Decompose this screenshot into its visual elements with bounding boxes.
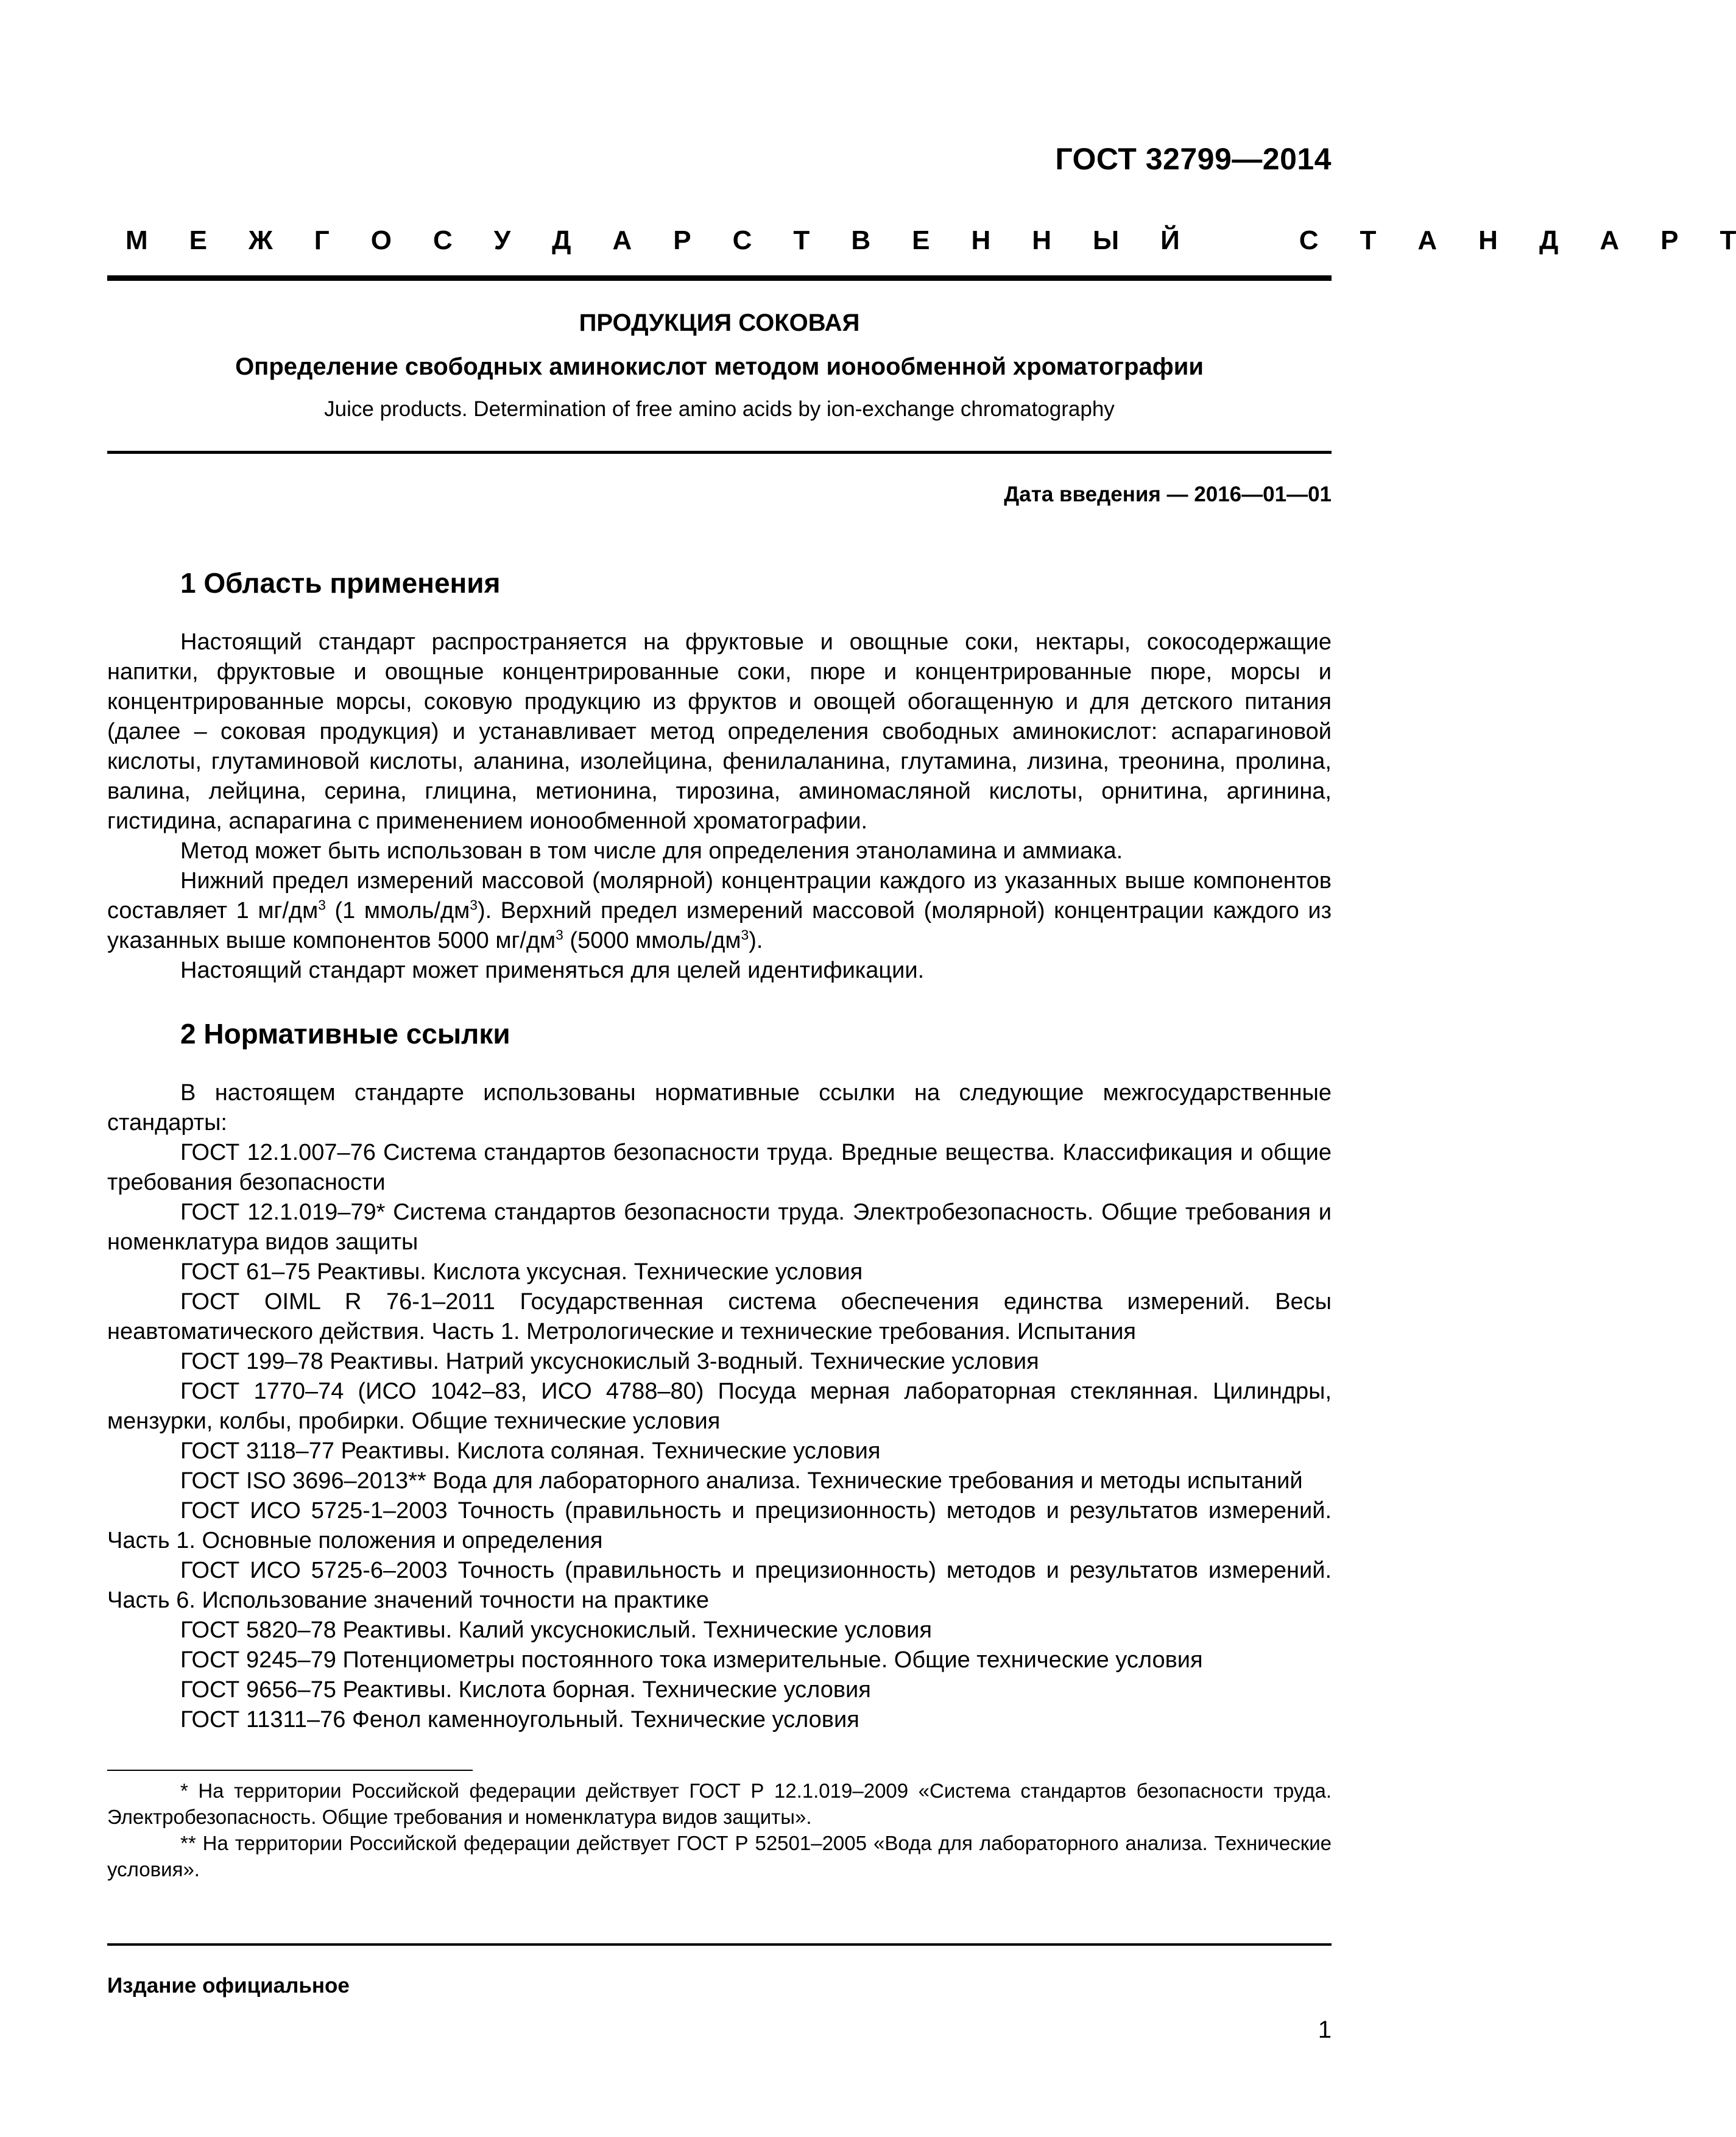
banner-letter: С bbox=[1299, 225, 1319, 255]
reference-item: ГОСТ 12.1.019–79* Система стандартов безопасности труда. Электробезопасность. Общие требования и номенклатура видов защиты bbox=[107, 1199, 1332, 1255]
banner-letter: Д bbox=[552, 225, 571, 255]
banner-letter: Е bbox=[189, 225, 208, 255]
banner-letter: Н bbox=[1032, 225, 1052, 255]
reference-item: ГОСТ 9656–75 Реактивы. Кислота борная. Технические условия bbox=[180, 1677, 871, 1703]
banner-letter: Й bbox=[1160, 225, 1180, 255]
footer-rule bbox=[107, 1943, 1332, 1946]
banner-letter: У bbox=[493, 225, 511, 255]
banner-letter: Е bbox=[912, 225, 930, 255]
reference-item: ГОСТ 61–75 Реактивы. Кислота уксусная. Технические условия bbox=[180, 1259, 863, 1285]
reference-item: ГОСТ 199–78 Реактивы. Натрий уксуснокислый 3-водный. Технические условия bbox=[180, 1349, 1039, 1374]
reference-item: ГОСТ 5820–78 Реактивы. Калий уксуснокислый. Технические условия bbox=[180, 1617, 932, 1643]
reference-item: ГОСТ 12.1.007–76 Система стандартов безопасности труда. Вредные вещества. Классификация и общие требования безопасности bbox=[107, 1140, 1332, 1195]
header-rule bbox=[107, 275, 1332, 281]
section-1-body bbox=[107, 627, 1332, 986]
introduction-date: Дата введения — 2016—01—01 bbox=[1004, 482, 1332, 506]
section-2-heading: 2 Нормативные ссылки bbox=[180, 1018, 510, 1050]
banner-letter: Т bbox=[1360, 225, 1377, 255]
banner-letter: М bbox=[125, 225, 148, 255]
banner-letter: Р bbox=[1660, 225, 1679, 255]
banner-letter: Д bbox=[1539, 225, 1559, 255]
page-number: 1 bbox=[1318, 2016, 1332, 2043]
document-title-english: Juice products. Determination of free amino acids by ion-exchange chromatography bbox=[324, 397, 1115, 421]
scope-paragraph-3: Нижний предел измерений массовой (молярной) концентрации каждого из указанных выше компонентов составляет 1 $мг/дм^3$ (1 ммоль/$дм^3$). Верхний предел измерений массовой (молярной) концентрации каждого из указанных выше компонентов 5000 $мг/дм^3$ (5000 ммоль/$дм^3$). bbox=[107, 868, 1332, 953]
official-edition-label: Издание официальное bbox=[107, 1974, 350, 1997]
footnote-2: ** На территории Российской федерации действует ГОСТ Р 52501–2005 «Вода для лабораторного анализа. Технические условия». bbox=[107, 1832, 1332, 1881]
reference-item: ГОСТ OIML R 76-1–2011 Государственная система обеспечения единства измерений. Весы неавтоматического действия. Часть 1. Метрологические и технические требования. Испытания bbox=[107, 1289, 1332, 1344]
banner-letter: С bbox=[432, 225, 453, 255]
banner-letter: Н bbox=[1478, 225, 1498, 255]
footnote-rule bbox=[107, 1770, 473, 1771]
reference-item: ГОСТ 1770–74 (ИСО 1042–83, ИСО 4788–80) Посуда мерная лабораторная стеклянная. Цилиндры, мензурки, колбы, пробирки. Общие технические условия bbox=[107, 1379, 1332, 1434]
banner-letter: Н bbox=[971, 225, 991, 255]
banner-letter: Ы bbox=[1093, 225, 1120, 255]
scope-paragraph-4: Настоящий стандарт может применяться для целей идентификации. bbox=[180, 958, 925, 983]
interstate-standard-banner bbox=[125, 225, 1736, 256]
scope-paragraph-1: Настоящий стандарт распространяется на фруктовые и овощные соки, нектары, сокосодержащие напитки, фруктовые и овощные концентрированные соки, пюре и концентрированные пюре, морсы и концентрированные морсы, соковую продукцию из фруктов и овощей обогащенную и для детского питания (далее – соковая продукция) и устанавливает метод определения свободных аминокислот: аспарагиновой кислоты, глутаминовой кислоты, аланина, изолейцина, фенилаланина, глутамина, лизина, треонина, пролина, валина, лейцина, серина, глицина, метионина, тирозина, аминомасляной кислоты, орнитина, аргинина, гистидина, аспарагина с применением ионообменной хроматографии. bbox=[107, 629, 1332, 834]
section-1-heading: 1 Область применения bbox=[180, 567, 501, 599]
banner-letter: А bbox=[1600, 225, 1620, 255]
document-subtitle: Определение свободных аминокислот методом ионообменной хроматографии bbox=[235, 353, 1204, 380]
banner-letter: С bbox=[732, 225, 752, 255]
banner-letter: А bbox=[612, 225, 632, 255]
document-title: ПРОДУКЦИЯ СОКОВАЯ bbox=[579, 309, 860, 336]
banner-letter: В bbox=[851, 225, 871, 255]
banner-word-gap bbox=[1221, 225, 1258, 256]
banner-letter: Р bbox=[673, 225, 691, 255]
title-rule bbox=[107, 451, 1332, 454]
banner-letter: О bbox=[370, 225, 392, 255]
banner-letter: Т bbox=[793, 225, 810, 255]
reference-item: ГОСТ ИСО 5725-1–2003 Точность (правильность и прецизионность) методов и результатов измерений. Часть 1. Основные положения и определения bbox=[107, 1498, 1332, 1553]
scope-paragraph-2: Метод может быть использован в том числе для определения этаноламина и аммиака. bbox=[180, 838, 1123, 864]
banner-letter: Г bbox=[314, 225, 330, 255]
reference-item: ГОСТ 3118–77 Реактивы. Кислота соляная. Технические условия bbox=[180, 1438, 881, 1464]
reference-item: ГОСТ 11311–76 Фенол каменноугольный. Технические условия bbox=[180, 1707, 859, 1733]
footnotes bbox=[107, 1778, 1332, 1882]
reference-item: ГОСТ ISO 3696–2013** Вода для лабораторного анализа. Технические требования и методы испытаний bbox=[180, 1468, 1303, 1494]
references-intro: В настоящем стандарте использованы нормативные ссылки на следующие межгосударственные стандарты: bbox=[107, 1080, 1332, 1136]
banner-letter: А bbox=[1417, 225, 1438, 255]
reference-item: ГОСТ 9245–79 Потенциометры постоянного тока измерительные. Общие технические условия bbox=[180, 1647, 1203, 1673]
reference-item: ГОСТ ИСО 5725-6–2003 Точность (правильность и прецизионность) методов и результатов измерений. Часть 6. Использование значений точности на практике bbox=[107, 1558, 1332, 1613]
standard-number: ГОСТ 32799—2014 bbox=[1055, 142, 1332, 176]
banner-letter: Т bbox=[1720, 225, 1736, 255]
section-2-body bbox=[107, 1078, 1332, 1735]
footnote-1: * На территории Российской федерации действует ГОСТ Р 12.1.019–2009 «Система стандартов безопасности труда. Электробезопасность. Общие требования и номенклатура видов защиты». bbox=[107, 1779, 1332, 1828]
banner-letter: Ж bbox=[249, 225, 273, 255]
